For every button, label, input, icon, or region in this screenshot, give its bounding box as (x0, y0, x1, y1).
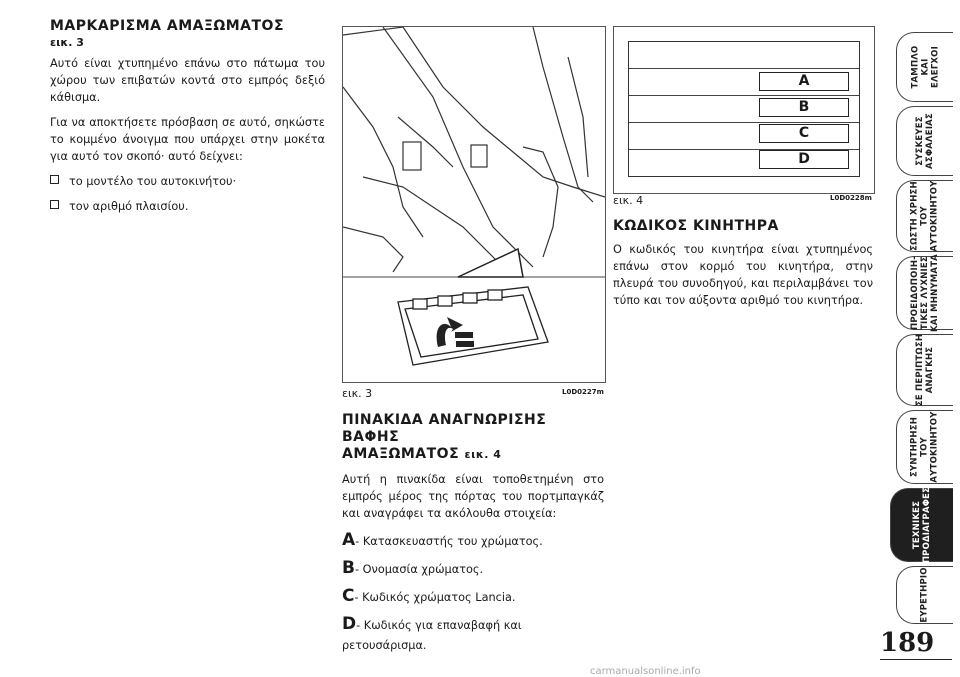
tab-dashboard-controls[interactable]: ΤΑΜΠΛΟ ΚΑΙ ΕΛΕΓΧΟΙ (896, 32, 953, 102)
figure-4-caption: εικ. 4 (613, 194, 644, 207)
checkbox-bullet-icon (50, 175, 59, 184)
list-item: D- Κωδικός για επαναβαφή και ρετουσάρισμα. (342, 614, 522, 652)
plate-label-c: C (759, 124, 849, 143)
tab-maintenance[interactable]: ΣΥΝΤΗΡΗΣΗ ΤΟΥ ΑΥΤΟΚΙΝΗΤΟΥ (896, 410, 953, 484)
tab-correct-use[interactable]: ΣΩΣΤΗ ΧΡΗΣΗ ΤΟΥ ΑΥΤΟΚΙΝΗΤΟΥ (896, 180, 953, 252)
figure-3-caption: εικ. 3 (342, 387, 373, 400)
car-interior-illustration (343, 27, 605, 382)
tab-safety-devices[interactable]: ΣΥΣΚΕΥΕΣ ΑΣΦΑΛΕΙΑΣ (896, 106, 953, 176)
page-number: 189 (880, 628, 935, 658)
figure-reference: εικ. 3 (50, 36, 84, 49)
footer-watermark: carmanualsonline.info (590, 666, 701, 677)
figure-reference: εικ. 4 (464, 448, 502, 461)
figure-4-code: L0D0228m (830, 194, 872, 202)
section-title: ΚΩΔΙΚΟΣ ΚΙΝΗΤΗΡΑ (613, 218, 779, 234)
page-number-underline (880, 659, 952, 660)
paragraph: Αυτό είναι χτυπημένο επάνω στο πάτωμα του χώρου των επιβατών κοντά στο εμπρός δεξιό κάθισμα. (50, 57, 325, 104)
section-body-engine-code (613, 218, 873, 317)
tab-warning-lights[interactable]: ΠΡΟΕΙΔΟΠΟΙΗ- ΤΙΚΕΣ ΛΥΧΝΙΕΣ ΚΑΙ ΜΗΝΥΜΑΤΑ (896, 256, 953, 330)
plate-label-b: B (759, 98, 849, 117)
checkbox-bullet-icon (50, 200, 59, 209)
figure-3-image (342, 26, 606, 383)
figure-4-image (613, 26, 875, 194)
list-item: A- Κατασκευαστής του χρώματος. (342, 530, 543, 550)
tab-technical-specs[interactable]: ΤΕΧΝΙΚΕΣ ΠΡΟΔΙΑΓΡΑΦΕΣ (890, 488, 953, 562)
plate-label-a: A (759, 72, 849, 91)
list-item: C- Κωδικός χρώματος Lancia. (342, 586, 516, 606)
section-body-marking (50, 18, 325, 223)
paragraph: Για να αποκτήσετε πρόσβαση σε αυτό, σηκώστε το κομμένο άνοιγμα που υπάρχει στην μοκέτα για αυτό τον σκοπό· αυτό δείχνει: (50, 116, 325, 163)
section-title: ΜΑΡΚΑΡΙΣΜΑ ΑΜΑΞΩΜΑΤΟΣ (50, 18, 285, 34)
section-body-paint-plate (342, 412, 604, 662)
section-title: ΠΙΝΑΚΙΔΑ ΑΝΑΓΝΩΡΙΣΗΣ ΒΑΦΗΣ ΑΜΑΞΩΜΑΤΟΣ εικ. 4 (342, 412, 547, 462)
tab-emergency[interactable]: ΣΕ ΠΕΡΙΠΤΩΣΗ ΑΝΑΓΚΗΣ (896, 334, 953, 406)
plate-row (629, 42, 859, 69)
figure-3-code: L0D0227m (562, 388, 604, 396)
paint-plate-diagram (628, 41, 860, 177)
list-item: B- Ονομασία χρώματος. (342, 558, 484, 578)
paragraph: Ο κωδικός του κινητήρα είναι χτυπημένος επάνω στον κορμό του κινητήρα, στην πλευρά του συνοδηγού, και περιλαμβάνει τον τύπο και τον αύξοντα αριθμό του κινητήρα. (613, 243, 873, 307)
plate-label-d: D (759, 150, 849, 169)
list-item: το μοντέλο του αυτοκινήτου· (50, 173, 325, 190)
tab-index[interactable]: ΕΥΡΕΤΗΡΙΟ (896, 566, 953, 624)
paragraph: Αυτή η πινακίδα είναι τοποθετημένη στο εμπρός μέρος της πόρτας του πορτμπαγκάζ και αναγράφει τα ακόλουθα στοιχεία: (342, 473, 604, 520)
list-item: τον αριθμό πλαισίου. (50, 198, 325, 215)
